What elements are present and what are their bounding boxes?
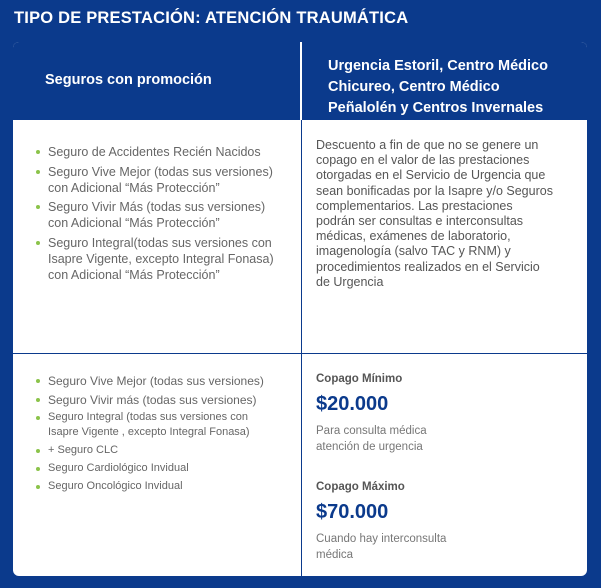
copago-min-amount: $20.000 bbox=[316, 393, 389, 415]
note-line: atención de urgencia bbox=[316, 440, 423, 453]
list-item-line: Isapre Vigente , excepto Integral Fonasa) bbox=[48, 426, 250, 438]
description-line: de Urgencia bbox=[316, 274, 384, 289]
list-item bbox=[36, 479, 264, 494]
description-line: médicas, exámenes de laboratorio, bbox=[316, 229, 511, 244]
list-item bbox=[36, 373, 264, 389]
header-right-line: Chicureo, Centro Médico bbox=[328, 79, 500, 95]
copago-min-label: Copago Mínimo bbox=[316, 373, 403, 385]
note-line: médica bbox=[316, 548, 354, 561]
list-item-line: Seguro de Accidentes Recién Nacidos bbox=[48, 145, 261, 159]
header-right-line: Peñalolén y Centros Invernales bbox=[328, 100, 544, 116]
header-left-label: Seguros con promoción bbox=[45, 72, 212, 88]
header-right-line: Urgencia Estoril, Centro Médico bbox=[328, 58, 548, 74]
list-item-line: con Adicional “Más Protección” bbox=[48, 180, 220, 195]
copago-max-amount: $70.000 bbox=[316, 501, 389, 523]
page-title: TIPO DE PRESTACIÓN: ATENCIÓN TRAUMÁTICA bbox=[14, 9, 409, 27]
note-line: Para consulta médica bbox=[316, 425, 427, 437]
list-item-line: Isapre Vigente, excepto Integral Fonasa) bbox=[48, 251, 274, 266]
benefits-table bbox=[13, 42, 587, 576]
description-line: sean bonificadas por la Isapre y/o Seguros bbox=[316, 183, 553, 198]
list-item-line: con Adicional “Más Protección” bbox=[48, 267, 220, 282]
list-item bbox=[36, 235, 274, 283]
description-line: copago en el valor de las prestaciones bbox=[316, 153, 530, 168]
list-item bbox=[36, 199, 274, 231]
list-item-line: Seguro Integral (todas sus versiones con bbox=[48, 411, 248, 423]
list-item-line: Seguro Vive Mejor (todas sus versiones) bbox=[48, 164, 273, 179]
row1-description bbox=[316, 138, 571, 290]
list-item-line: con Adicional “Más Protección” bbox=[48, 216, 220, 230]
list-item-line: Seguro Cardiológico Invidual bbox=[48, 462, 189, 474]
row-divider bbox=[13, 353, 587, 354]
copago-max-label: Copago Máximo bbox=[316, 481, 405, 493]
copago-max-note bbox=[316, 532, 516, 563]
column-divider bbox=[301, 120, 302, 576]
description-line: otorgadas en el Servicio de Urgencia que bbox=[316, 168, 546, 183]
list-item-line: Seguro Vivir más (todas sus versiones) bbox=[48, 392, 257, 407]
list-item bbox=[36, 392, 264, 408]
list-item-line: Seguro Vive Mejor (todas sus versiones) bbox=[48, 374, 264, 388]
row1-insurance-list bbox=[36, 144, 274, 286]
copago-min-note bbox=[316, 424, 516, 455]
header-right-label bbox=[328, 56, 548, 119]
list-item bbox=[36, 461, 264, 476]
list-item-line: Seguro Oncológico Invidual bbox=[48, 480, 183, 492]
list-item-line: Seguro Integral(todas sus versiones con bbox=[48, 235, 272, 250]
header-insurance-column bbox=[13, 42, 301, 120]
description-line: procedimientos realizados en el Servicio bbox=[316, 259, 540, 274]
list-item bbox=[36, 410, 264, 440]
description-line: imagenología (salvo TAC y RNM) y bbox=[316, 244, 511, 259]
list-item bbox=[36, 164, 274, 196]
list-item-line: Seguro Vivir Más (todas sus versiones) bbox=[48, 200, 266, 214]
list-item bbox=[36, 443, 264, 458]
row2-insurance-list bbox=[36, 373, 264, 497]
description-line: Descuento a fin de que no se genere un bbox=[316, 138, 539, 152]
list-item-line: + Seguro CLC bbox=[48, 444, 119, 456]
header-centers-column bbox=[302, 42, 587, 120]
list-item bbox=[36, 144, 274, 160]
note-line: Cuando hay interconsulta bbox=[316, 533, 447, 545]
description-line: podrán ser consultas e interconsultas bbox=[316, 214, 524, 229]
description-line: complementarios. Las prestaciones bbox=[316, 198, 513, 213]
